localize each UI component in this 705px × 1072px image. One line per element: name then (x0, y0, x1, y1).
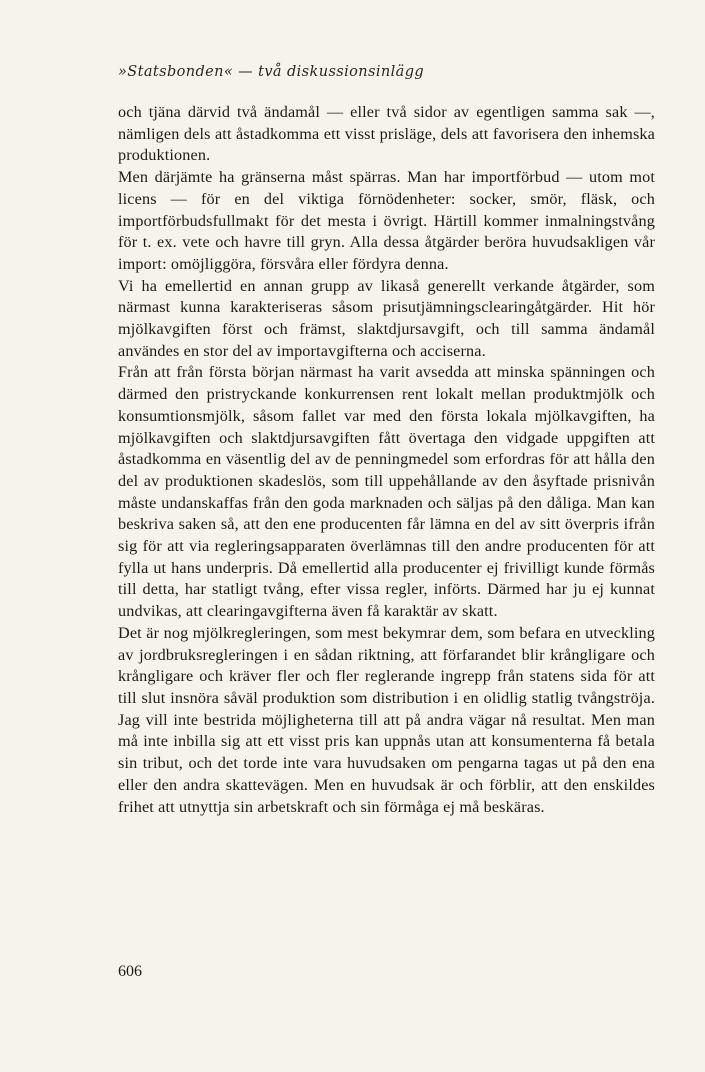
page-content (118, 64, 655, 818)
paragraph: och tjäna därvid två ändamål — eller två sidor av egentligen samma sak —, nämligen dels att åstadkomma ett visst prisläge, dels att favorisera den inhemska produktionen. (118, 103, 655, 165)
running-head: »Statsbonden« — två diskussionsinlägg (118, 64, 425, 80)
page-number: 606 (118, 963, 142, 980)
paragraph: Men därjämte ha gränserna måst spärras. Man har importförbud — utom mot licens — för en del viktiga förnödenheter: socker, smör, fläsk, och importförbudsfullmakt för det mesta i övrigt. Härtill kommer inmalningstvång för t. ex. vete och havre till gryn. Alla dessa åtgärder beröra huvudsakligen vår import: omöjliggöra, försvåra eller fördyra denna. (118, 168, 655, 273)
paragraph: Vi ha emellertid en annan grupp av likaså generellt verkande åtgärder, som närmast kunna karakteriseras såsom prisutjämningsclearingåtgärder. Hit hör mjölkavgiften först och främst, slaktdjursavgift, och till samma ändamål användes en stor del av importavgifterna och acciserna. (118, 276, 655, 360)
body-text (118, 102, 655, 818)
paragraph: Det är nog mjölkregleringen, som mest bekymrar dem, som befara en utveckling av jordbruksregleringen i en sådan riktning, att förfarandet blir krångligare och krångligare och kräver fler och fler reglerande ingrepp från statens sida för att till slut insnöra såväl produktion som distribution i en olidlig statlig tvångströja. Jag vill inte bestrida möjligheterna till att på andra vägar nå resultat. Men man må inte inbilla sig att ett visst pris kan uppnås utan att konsumenterna få betala sin tribut, och det torde inte vara huvudsaken om pengarna tagas ut på den ena eller den andra skattevägen. Men en huvudsak är och förblir, att den enskildes frihet att utnyttja sin arbetskraft och sin förmåga ej må beskäras. (118, 623, 655, 816)
paragraph: Från att från första början närmast ha varit avsedda att minska spänningen och därmed den pristryckande konkurrensen rent lokalt mellan produktmjölk och konsumtionsmjölk, såsom fallet var med den första lokala mjölkavgiften, ha mjölkavgiften och slaktdjursavgiften fått övertaga den vidgade uppgiften att åstadkomma en väsentlig del av de penningmedel som erfordras för att hålla den del av produktionen skadeslös, som till uppehållande av den åsyftade prisnivån måste undanskaffas från den goda marknaden och säljas på den dåliga. Man kan beskriva saken så, att den ene producenten får lämna en del av sitt överpris ifrån sig för att via regleringsapparaten överlämnas till den andre producenten för att fylla ut hans underpris. Då emellertid alla producenter ej frivilligt kunde förmås till detta, har statligt tvång, efter vissa regler, införts. Därmed har ju ej kunnat undvikas, att clearingavgifterna även få karaktär av skatt. (118, 363, 655, 621)
